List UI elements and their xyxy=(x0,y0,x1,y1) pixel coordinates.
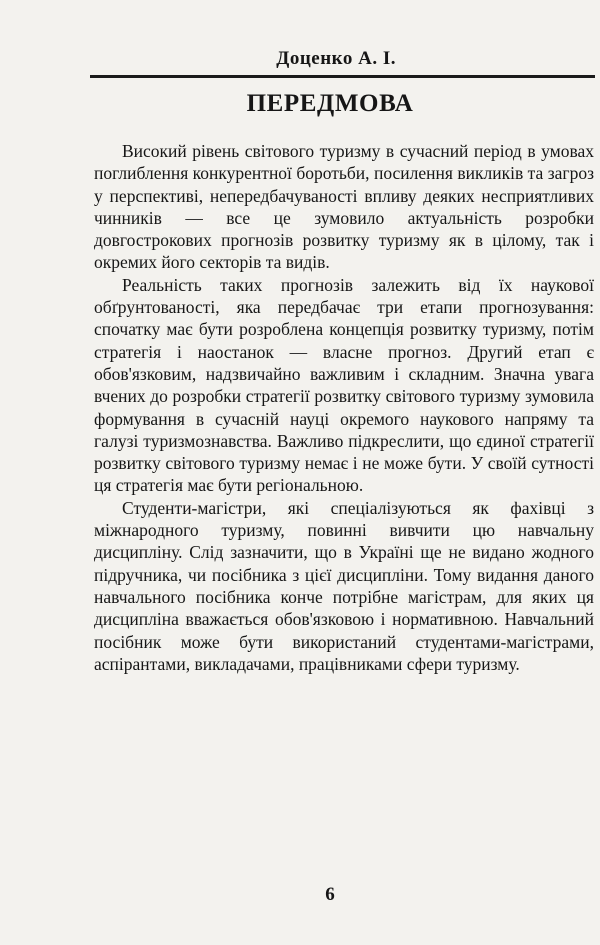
paragraph-1: Високий рівень світового туризму в сучасний період в умовах поглиблення конкурентної боротьби, посилення викликів та загроз у перспективі, непередбачуваності впливу деяких несприятливих чинників — все це зумовило актуальність розробки довгострокових прогнозів розвитку туризму як в цілому, так і окремих його секторів та видів. xyxy=(94,141,594,273)
body-text xyxy=(94,140,594,675)
page-title: ПЕРЕДМОВА xyxy=(246,90,414,117)
header-rule xyxy=(90,75,595,78)
paragraph-3: Студенти-магістри, які спеціалізуються як фахівці з міжнародного туризму, повинні вивчити цю навчальну дисципліну. Слід зазначити, що в Україні ще не видано жодного підручника, чи посібника з цієї дисципліни. Тому видання даного навчального посібника конче потрібне магістрам, для яких ця дисципліна вважається обов'язковою і нормативною. Навчальний посібник може бути використаний студентами-магістрами, аспірантами, викладачами, працівниками сфери туризму. xyxy=(94,497,594,674)
running-head-author: Доценко А. І. xyxy=(276,48,396,69)
paragraph-2: Реальність таких прогнозів залежить від їх наукової обґрунтованості, яка передбачає три етапи прогнозування: спочатку має бути розроблена концепція розвитку туризму, потім стратегія і наостанок — власне прогноз. Другий етап є обов'язковим, надзвичайно важливим і складним. Значна увага вчених до розробки стратегії розвитку світового туризму зумовила формування в сучасній науці окремого наукового напряму та галузі туризмознавства. Важливо підкреслити, що єдиної стратегії розвитку світового туризму немає і не може бути. У своїй сутності ця стратегія має бути регіональною. xyxy=(94,274,594,496)
page-number: 6 xyxy=(325,884,335,905)
